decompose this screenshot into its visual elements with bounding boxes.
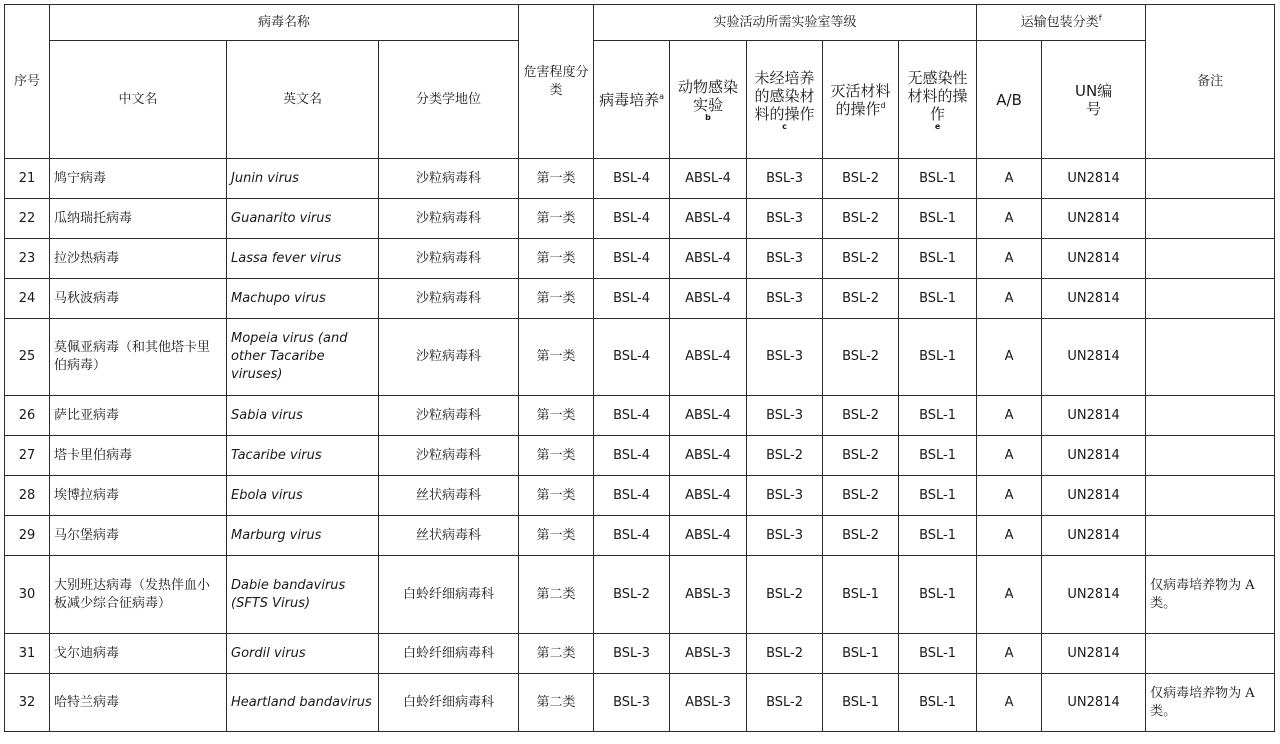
cell-hazard: 第二类 — [519, 674, 594, 732]
table-row — [5, 634, 1275, 674]
cell-remarks — [1146, 239, 1275, 279]
cell-uncultured: BSL-2 — [747, 674, 823, 732]
cell-english-name: Tacaribe virus — [227, 436, 379, 476]
cell-no: 30 — [5, 556, 50, 634]
cell-no: 32 — [5, 674, 50, 732]
cell-un: UN2814 — [1042, 516, 1146, 556]
cell-english-name: Marburg virus — [227, 516, 379, 556]
table-row — [5, 159, 1275, 199]
cell-no: 28 — [5, 476, 50, 516]
cell-animal: ABSL-4 — [670, 279, 747, 319]
cell-chinese-name: 埃博拉病毒 — [50, 476, 227, 516]
cell-noninfectious: BSL-1 — [899, 634, 977, 674]
cell-hazard: 第二类 — [519, 634, 594, 674]
cell-noninfectious: BSL-1 — [899, 674, 977, 732]
cell-ab: A — [977, 674, 1042, 732]
cell-no: 23 — [5, 239, 50, 279]
cell-culture: BSL-3 — [594, 674, 670, 732]
cell-remarks — [1146, 516, 1275, 556]
cell-ab: A — [977, 239, 1042, 279]
cell-chinese-name: 瓜纳瑞托病毒 — [50, 199, 227, 239]
header-hazard: 危害程度分类 — [519, 5, 594, 159]
cell-animal: ABSL-3 — [670, 674, 747, 732]
header-transport-group — [977, 5, 1146, 41]
cell-no: 25 — [5, 319, 50, 396]
cell-taxonomy: 丝状病毒科 — [379, 476, 519, 516]
cell-inactivated: BSL-2 — [823, 239, 899, 279]
cell-english-name: Sabia virus — [227, 396, 379, 436]
cell-noninfectious: BSL-1 — [899, 199, 977, 239]
cell-animal: ABSL-4 — [670, 239, 747, 279]
header-ab: A/B — [977, 41, 1042, 159]
cell-animal: ABSL-4 — [670, 516, 747, 556]
cell-inactivated: BSL-1 — [823, 674, 899, 732]
cell-un: UN2814 — [1042, 476, 1146, 516]
virus-classification-table — [4, 4, 1275, 732]
cell-taxonomy: 沙粒病毒科 — [379, 159, 519, 199]
cell-remarks — [1146, 199, 1275, 239]
cell-inactivated: BSL-2 — [823, 516, 899, 556]
cell-noninfectious: BSL-1 — [899, 239, 977, 279]
table-row — [5, 674, 1275, 732]
cell-un: UN2814 — [1042, 396, 1146, 436]
cell-hazard: 第一类 — [519, 239, 594, 279]
cell-uncultured: BSL-2 — [747, 634, 823, 674]
cell-noninfectious: BSL-1 — [899, 319, 977, 396]
table-row — [5, 396, 1275, 436]
cell-noninfectious: BSL-1 — [899, 396, 977, 436]
cell-remarks — [1146, 279, 1275, 319]
table-row — [5, 199, 1275, 239]
cell-taxonomy: 丝状病毒科 — [379, 516, 519, 556]
header-noninfectious — [899, 41, 977, 159]
cell-uncultured: BSL-2 — [747, 556, 823, 634]
table-row — [5, 556, 1275, 634]
cell-hazard: 第一类 — [519, 279, 594, 319]
cell-uncultured: BSL-3 — [747, 239, 823, 279]
header-animal — [670, 41, 747, 159]
cell-culture: BSL-4 — [594, 396, 670, 436]
cell-ab: A — [977, 199, 1042, 239]
cell-un: UN2814 — [1042, 634, 1146, 674]
cell-ab: A — [977, 516, 1042, 556]
header-inactivated — [823, 41, 899, 159]
cell-animal: ABSL-3 — [670, 634, 747, 674]
cell-remarks — [1146, 319, 1275, 396]
cell-hazard: 第一类 — [519, 436, 594, 476]
cell-english-name: Dabie bandavirus (SFTS Virus) — [227, 556, 379, 634]
cell-english-name: Guanarito virus — [227, 199, 379, 239]
cell-hazard: 第一类 — [519, 199, 594, 239]
cell-uncultured: BSL-3 — [747, 279, 823, 319]
cell-inactivated: BSL-1 — [823, 634, 899, 674]
cell-taxonomy: 沙粒病毒科 — [379, 319, 519, 396]
header-inactivated-text: 灭活材料的操作 — [830, 81, 891, 118]
cell-chinese-name: 塔卡里伯病毒 — [50, 436, 227, 476]
cell-noninfectious: BSL-1 — [899, 476, 977, 516]
cell-animal: ABSL-4 — [670, 476, 747, 516]
cell-uncultured: BSL-2 — [747, 436, 823, 476]
cell-remarks — [1146, 396, 1275, 436]
cell-uncultured: BSL-3 — [747, 319, 823, 396]
cell-chinese-name: 拉沙热病毒 — [50, 239, 227, 279]
cell-noninfectious: BSL-1 — [899, 279, 977, 319]
header-culture-sup: a — [659, 91, 664, 101]
cell-taxonomy: 白蛉纤细病毒科 — [379, 634, 519, 674]
cell-english-name: Machupo virus — [227, 279, 379, 319]
header-inactivated-sup: d — [880, 100, 886, 110]
table-body — [5, 159, 1275, 732]
cell-no: 29 — [5, 516, 50, 556]
cell-un: UN2814 — [1042, 674, 1146, 732]
cell-un: UN2814 — [1042, 556, 1146, 634]
header-noninfectious-sup: e — [934, 121, 941, 131]
cell-hazard: 第二类 — [519, 556, 594, 634]
cell-ab: A — [977, 436, 1042, 476]
header-transport-text: 运输包装分类 — [1020, 14, 1099, 30]
cell-hazard: 第一类 — [519, 319, 594, 396]
cell-animal: ABSL-4 — [670, 159, 747, 199]
table-row — [5, 239, 1275, 279]
header-seq: 序号 — [5, 5, 50, 159]
cell-animal: ABSL-4 — [670, 436, 747, 476]
header-uncultured-sup: c — [782, 121, 787, 131]
cell-chinese-name: 莫佩亚病毒（和其他塔卡里伯病毒） — [50, 319, 227, 396]
header-transport-sup: f — [1098, 13, 1102, 23]
cell-noninfectious: BSL-1 — [899, 516, 977, 556]
cell-taxonomy: 沙粒病毒科 — [379, 199, 519, 239]
cell-chinese-name: 马秋波病毒 — [50, 279, 227, 319]
header-culture — [594, 41, 670, 159]
cell-inactivated: BSL-2 — [823, 436, 899, 476]
cell-hazard: 第一类 — [519, 396, 594, 436]
cell-no: 24 — [5, 279, 50, 319]
cell-chinese-name: 戈尔迪病毒 — [50, 634, 227, 674]
cell-english-name: Junin virus — [227, 159, 379, 199]
header-taxonomy: 分类学地位 — [379, 41, 519, 159]
header-un: UN编号 — [1042, 41, 1146, 159]
cell-culture: BSL-4 — [594, 436, 670, 476]
cell-taxonomy: 沙粒病毒科 — [379, 396, 519, 436]
cell-remarks — [1146, 436, 1275, 476]
cell-culture: BSL-4 — [594, 199, 670, 239]
cell-uncultured: BSL-3 — [747, 159, 823, 199]
cell-inactivated: BSL-2 — [823, 159, 899, 199]
cell-chinese-name: 鸠宁病毒 — [50, 159, 227, 199]
cell-un: UN2814 — [1042, 199, 1146, 239]
header-animal-sup: b — [705, 112, 711, 122]
table-row — [5, 436, 1275, 476]
header-lab-level-text: 实验活动所需实验室等级 — [713, 14, 857, 30]
cell-remarks: 仅病毒培养物为 A 类。 — [1146, 556, 1275, 634]
cell-un: UN2814 — [1042, 279, 1146, 319]
cell-english-name: Gordil virus — [227, 634, 379, 674]
cell-remarks — [1146, 159, 1275, 199]
cell-ab: A — [977, 476, 1042, 516]
cell-uncultured: BSL-3 — [747, 516, 823, 556]
table-row — [5, 279, 1275, 319]
header-lab-level-group — [594, 5, 977, 41]
header-chinese-name: 中文名 — [50, 41, 227, 159]
cell-taxonomy: 沙粒病毒科 — [379, 279, 519, 319]
header-virus-name-group: 病毒名称 — [50, 5, 519, 41]
cell-inactivated: BSL-2 — [823, 396, 899, 436]
cell-taxonomy: 白蛉纤细病毒科 — [379, 674, 519, 732]
header-row-2 — [5, 41, 1275, 159]
cell-remarks: 仅病毒培养物为 A 类。 — [1146, 674, 1275, 732]
table-row — [5, 319, 1275, 396]
cell-taxonomy: 白蛉纤细病毒科 — [379, 556, 519, 634]
cell-english-name: Ebola virus — [227, 476, 379, 516]
header-uncultured — [747, 41, 823, 159]
header-noninfectious-text: 无感染性材料的操作 — [907, 68, 968, 123]
header-uncultured-text: 未经培养的感染材料的操作 — [754, 68, 815, 123]
cell-no: 27 — [5, 436, 50, 476]
cell-uncultured: BSL-3 — [747, 199, 823, 239]
header-remarks: 备注 — [1146, 5, 1275, 159]
cell-animal: ABSL-4 — [670, 199, 747, 239]
cell-culture: BSL-4 — [594, 319, 670, 396]
cell-inactivated: BSL-2 — [823, 319, 899, 396]
cell-noninfectious: BSL-1 — [899, 556, 977, 634]
cell-chinese-name: 哈特兰病毒 — [50, 674, 227, 732]
header-animal-text: 动物感染实验 — [678, 77, 739, 114]
header-english-name: 英文名 — [227, 41, 379, 159]
cell-hazard: 第一类 — [519, 159, 594, 199]
cell-uncultured: BSL-3 — [747, 476, 823, 516]
cell-noninfectious: BSL-1 — [899, 159, 977, 199]
cell-english-name: Lassa fever virus — [227, 239, 379, 279]
cell-culture: BSL-4 — [594, 476, 670, 516]
cell-culture: BSL-2 — [594, 556, 670, 634]
header-row-1 — [5, 5, 1275, 41]
cell-un: UN2814 — [1042, 436, 1146, 476]
cell-taxonomy: 沙粒病毒科 — [379, 436, 519, 476]
cell-inactivated: BSL-1 — [823, 556, 899, 634]
cell-inactivated: BSL-2 — [823, 476, 899, 516]
cell-chinese-name: 马尔堡病毒 — [50, 516, 227, 556]
cell-hazard: 第一类 — [519, 476, 594, 516]
cell-ab: A — [977, 319, 1042, 396]
cell-un: UN2814 — [1042, 159, 1146, 199]
cell-remarks — [1146, 634, 1275, 674]
cell-remarks — [1146, 476, 1275, 516]
table-row — [5, 476, 1275, 516]
cell-animal: ABSL-4 — [670, 396, 747, 436]
cell-noninfectious: BSL-1 — [899, 436, 977, 476]
cell-no: 21 — [5, 159, 50, 199]
cell-un: UN2814 — [1042, 319, 1146, 396]
cell-no: 26 — [5, 396, 50, 436]
cell-ab: A — [977, 159, 1042, 199]
cell-ab: A — [977, 396, 1042, 436]
cell-ab: A — [977, 279, 1042, 319]
cell-chinese-name: 萨比亚病毒 — [50, 396, 227, 436]
cell-chinese-name: 大别班达病毒（发热伴血小板减少综合征病毒） — [50, 556, 227, 634]
cell-culture: BSL-4 — [594, 159, 670, 199]
cell-english-name: Heartland bandavirus — [227, 674, 379, 732]
cell-no: 31 — [5, 634, 50, 674]
cell-uncultured: BSL-3 — [747, 396, 823, 436]
cell-culture: BSL-3 — [594, 634, 670, 674]
cell-animal: ABSL-3 — [670, 556, 747, 634]
table-row — [5, 516, 1275, 556]
cell-culture: BSL-4 — [594, 516, 670, 556]
cell-un: UN2814 — [1042, 239, 1146, 279]
cell-animal: ABSL-4 — [670, 319, 747, 396]
cell-ab: A — [977, 634, 1042, 674]
cell-hazard: 第一类 — [519, 516, 594, 556]
cell-taxonomy: 沙粒病毒科 — [379, 239, 519, 279]
cell-ab: A — [977, 556, 1042, 634]
cell-english-name: Mopeia virus (and other Tacaribe viruses) — [227, 319, 379, 396]
cell-culture: BSL-4 — [594, 279, 670, 319]
cell-inactivated: BSL-2 — [823, 279, 899, 319]
header-culture-text: 病毒培养 — [599, 90, 660, 109]
cell-culture: BSL-4 — [594, 239, 670, 279]
cell-no: 22 — [5, 199, 50, 239]
cell-inactivated: BSL-2 — [823, 199, 899, 239]
